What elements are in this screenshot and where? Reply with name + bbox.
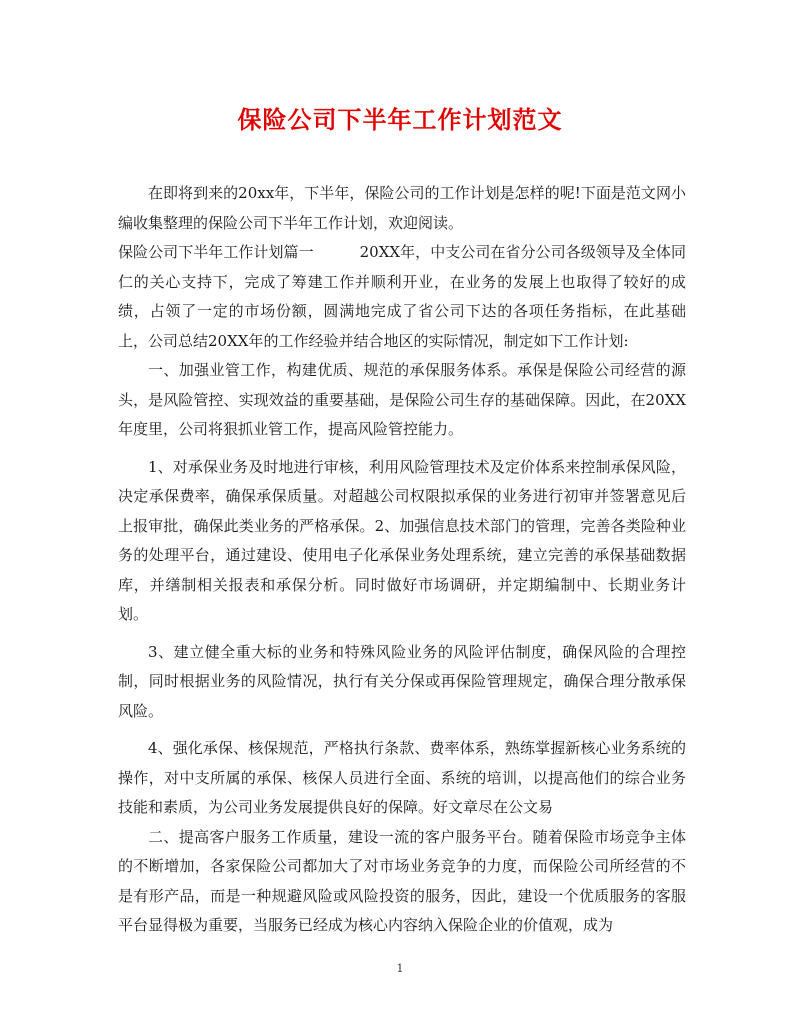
document-body	[118, 179, 686, 941]
paragraph-customer-service: 二、提高客户服务工作质量，建设一流的客户服务平台。随着保险市场竞争主体的不断增加，各家保险公司都加大了对市场业务竞争的力度，而保险公司所经营的不是有形产品，而是一种规避风险或风险投资的服务，因此，建设一个优质服务的客服平台显得极为重要，当服务已经成为核心内容纳入保险企业的价值观，成为	[118, 827, 686, 934]
paragraph-underwriting: 一、加强业管工作，构建优质、规范的承保服务体系。承保是保险公司经营的源头，是风险管控、实现效益的重要基础，是保险公司生存的基础保障。因此，在20XX年度里，公司将狠抓业管工作，提高风险管控能力。	[118, 361, 686, 438]
intro-paragraph: 在即将到来的20xx年，下半年，保险公司的工作计划是怎样的呢!下面是范文网小编收集整理的保险公司下半年工作计划，欢迎阅读。	[118, 184, 686, 232]
section-heading: 保险公司下半年工作计划篇一	[118, 243, 314, 261]
paragraph-item-3: 3、建立健全重大标的业务和特殊风险业务的风险评估制度，确保风险的合理控制，同时根据业务的风险情况，执行有关分保或再保险管理规定，确保合理分散承保风险。	[118, 642, 686, 720]
paragraph-item-1-2: 1、对承保业务及时地进行审核，利用风险管理技术及定价体系来控制承保风险，决定承保费率，确保承保质量。对超越公司权限拟承保的业务进行初审并签署意见后上报审批，确保此类业务的严格承保。2、加强信息技术部门的管理，完善各类险种业务的处理平台，通过建设、使用电子化承保业务处理系统，建立完善的承保基础数据库，并缮制相关报表和承保分析。同时做好市场调研，并定期编制中、长期业务计划。	[118, 457, 686, 623]
document-title: 保险公司下半年工作计划范文	[237, 105, 563, 134]
paragraph-item-4: 4、强化承保、核保规范，严格执行条款、费率体系，熟练掌握新核心业务系统的操作，对中支所属的承保、核保人员进行全面、系统的培训，以提高他们的综合业务技能和素质，为公司业务发展提供良好的保障。好文章尽在公文易	[118, 739, 686, 816]
section-intro-text: 20XX年，中支公司在省分公司各级领导及全体同仁的关心支持下，完成了筹建工作并顺利开业，在业务的发展上也取得了较好的成绩，占领了一定的市场份额，圆满地完成了省公司下达的各项任务指标，在此基础上，公司总结20XX年的工作经验并结合地区的实际情况，制定如下工作计划:	[118, 243, 686, 350]
section-heading-line	[118, 238, 686, 356]
page-number: 1	[396, 962, 404, 975]
